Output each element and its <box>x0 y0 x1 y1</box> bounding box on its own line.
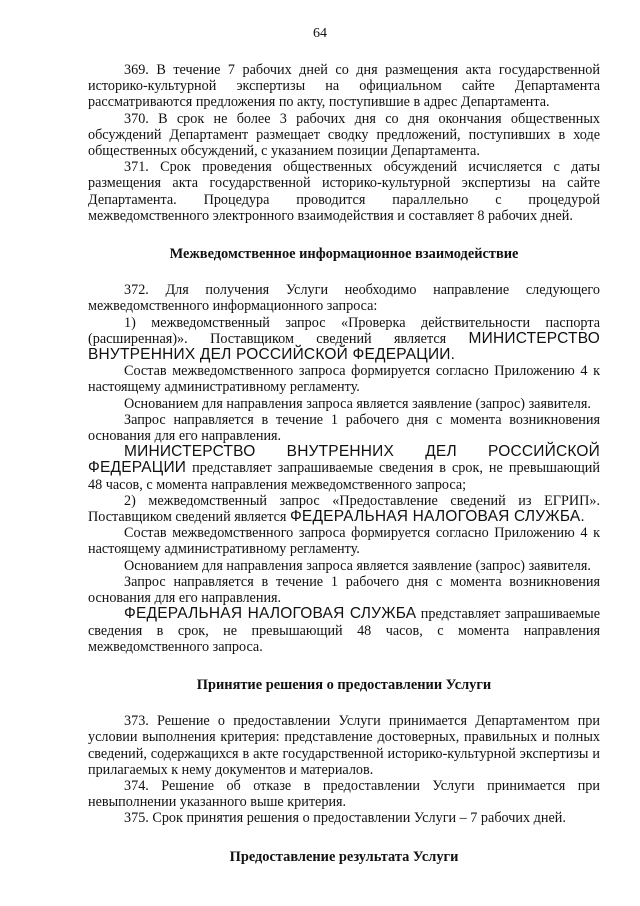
request-2-basis: Основанием для направления запроса является заявление (запрос) заявителя. <box>124 557 591 574</box>
request-2-response-text: представляет запрашиваемые сведения в срок, не превышающий 48 часов, с момента направления межведомственного запроса. <box>88 606 600 655</box>
section-heading-result: Предоставление результата Услуги <box>229 848 459 865</box>
paragraph-371: 371. Срок проведения общественных обсуждений исчисляется с даты размещения акта государственной историко-культурной экспертизы на сайте Департамента. Процедура проводится параллельно с процедурой межведомственного электронного взаимодействия и составляет 8 рабочих дней. <box>88 159 600 224</box>
section-heading-interaction: Межведомственное информационное взаимодействие <box>169 246 519 263</box>
request-2-response-provider: ФЕДЕРАЛЬНАЯ НАЛОГОВАЯ СЛУЖБА <box>124 605 417 623</box>
request-1-timing: Запрос направляется в течение 1 рабочего дня с момента возникновения основания для его направления. <box>88 411 600 445</box>
request-1-composition: Состав межведомственного запроса формируется согласно Приложению 4 к настоящему административному регламенту. <box>88 363 600 396</box>
request-2-composition: Состав межведомственного запроса формируется согласно Приложению 4 к настоящему административному регламенту. <box>88 525 600 558</box>
request-2-response <box>88 606 600 655</box>
paragraph-373: 373. Решение о предоставлении Услуги принимается Департаментом при условии выполнения критерия: представление достоверных, правильных и полных сведений, содержащихся в акте государственной историко-культурной экспертизы и прилагаемых к нему документов и материалов. <box>88 713 600 778</box>
document-body <box>88 62 600 885</box>
request-2-timing: Запрос направляется в течение 1 рабочего дня с момента возникновения основания для его направления. <box>88 573 600 607</box>
request-1-response-provider: МИНИСТЕРСТВО ВНУТРЕННИХ ДЕЛ РОССИЙСКОЙ ФЕДЕРАЦИИ <box>88 443 600 477</box>
paragraph-370: 370. В срок не более 3 рабочих дня со дня окончания общественных обсуждений Департамент размещает сводку предложений, поступивших в ходе общественных обсуждений, с указанием позиции Департамента. <box>88 110 600 160</box>
request-2-item <box>88 493 600 525</box>
request-2-text: 2) межведомственный запрос «Предоставление сведений из ЕГРИП». Поставщиком сведений является <box>88 492 600 526</box>
page-number: 64 <box>313 26 327 41</box>
paragraph-372: 372. Для получения Услуги необходимо направление следующего межведомственного информационного запроса: <box>88 282 600 315</box>
paragraph-369: 369. В течение 7 рабочих дней со дня размещения акта государственной историко-культурной экспертизы на официальном сайте Департамента рассматриваются предложения по акту, поступившие в адрес Департамента. <box>88 62 600 111</box>
request-1-response <box>88 444 600 493</box>
request-1-response-text: представляет запрашиваемые сведения в срок, не превышающий 48 часов, с момента направления межведомственного запроса; <box>88 460 600 493</box>
request-1-provider: МИНИСТЕРСТВО ВНУТРЕННИХ ДЕЛ РОССИЙСКОЙ ФЕДЕРАЦИИ. <box>88 329 600 364</box>
paragraph-375: 375. Срок принятия решения о предоставлении Услуги – 7 рабочих дней. <box>124 810 566 827</box>
request-2-provider: ФЕДЕРАЛЬНАЯ НАЛОГОВАЯ СЛУЖБА. <box>289 508 585 526</box>
request-1-text: 1) межведомственный запрос «Проверка действительности паспорта (расширенная)». Поставщиком сведений является <box>88 314 600 347</box>
section-heading-decision: Принятие решения о предоставлении Услуги <box>196 676 492 693</box>
paragraph-374: 374. Решение об отказе в предоставлении Услуги принимается при невыполнении указанного выше критерия. <box>88 777 600 811</box>
request-1-item <box>88 315 600 364</box>
request-1-basis: Основанием для направления запроса является заявление (запрос) заявителя. <box>124 395 591 412</box>
